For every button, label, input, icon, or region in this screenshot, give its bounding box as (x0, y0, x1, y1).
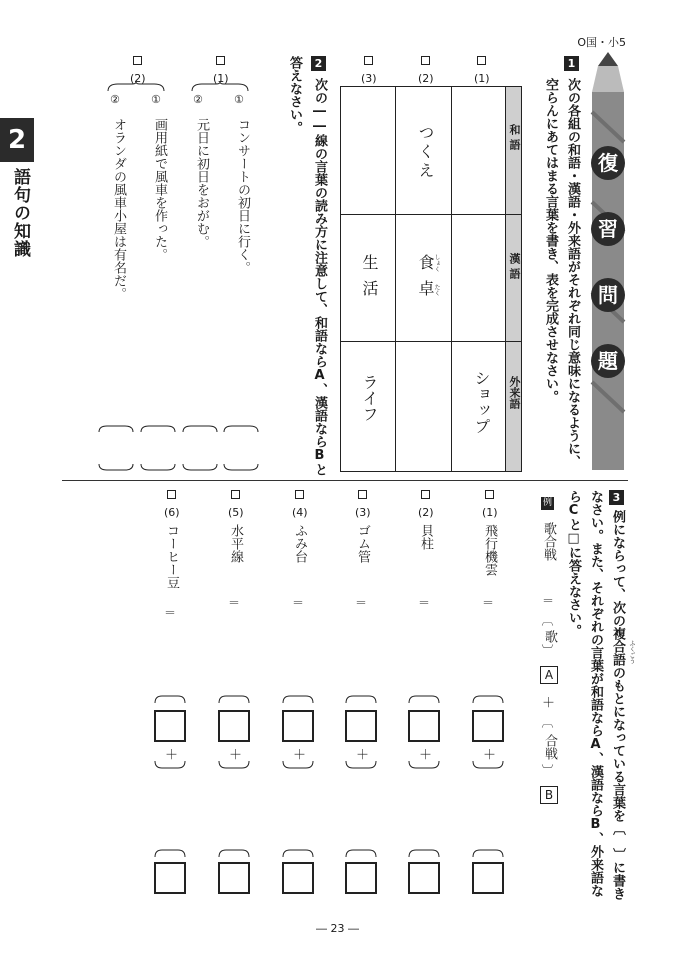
answer-paren[interactable] (471, 694, 505, 704)
q3-item1-plus: ＋ (483, 748, 497, 763)
q1-row2-label (418, 56, 434, 86)
q3-ruby-fukugougo: ふくごう (628, 640, 635, 664)
example-eq: ＝ (542, 594, 555, 608)
checkbox-icon[interactable] (295, 490, 304, 499)
row-number: (1) (474, 72, 490, 85)
q3-item4-label (292, 490, 308, 520)
brace-icon (190, 82, 250, 92)
q1-instruction-line2: 空らんにあてはまる言葉を書き、表を完成させなさい。 (543, 78, 558, 403)
example-part1: 歌 (542, 630, 557, 643)
answer-paren[interactable] (344, 760, 378, 770)
bracket-close-icon: 〕 (540, 644, 554, 656)
answer-paren[interactable] (153, 848, 187, 858)
answer-box[interactable] (408, 710, 440, 742)
answer-paren[interactable] (217, 694, 251, 704)
answer-box[interactable] (218, 710, 250, 742)
pencil-banner-graphic (588, 52, 628, 470)
q3-item6-plus: ＋ (165, 748, 179, 763)
example-type2-box: B (540, 786, 558, 804)
section-divider (62, 480, 628, 481)
q3-item6-label (164, 490, 180, 520)
answer-paren[interactable] (407, 760, 441, 770)
answer-paren[interactable] (344, 694, 378, 704)
answer-paren[interactable] (153, 760, 187, 770)
row-number: (3) (361, 72, 377, 85)
q3-item5-plus: ＋ (229, 748, 243, 763)
item-number: (1) (213, 72, 229, 85)
q1-instruction-line1: 次の各組の和語・漢語・外来語がそれぞれ同じ意味になるように、 (565, 78, 580, 468)
chapter-number: 2 (0, 118, 34, 162)
answer-paren[interactable] (281, 694, 315, 704)
q2-item1-sub1-text: コンサートの初日に行く。 (235, 118, 250, 274)
q3-item3-plus: ＋ (356, 748, 370, 763)
q3-item6-word: コーヒー豆 (164, 524, 179, 589)
header-gairaigo: 外来語 (508, 376, 521, 409)
brace-icon (106, 82, 166, 92)
header-wago: 和語 (508, 124, 521, 154)
q3-item2-eq: ＝ (418, 596, 431, 610)
banner-char-4: 題 (591, 344, 625, 378)
answer-box[interactable] (154, 862, 186, 894)
bracket-close-icon: 〕 (540, 764, 554, 776)
q3-item3-eq: ＝ (355, 596, 368, 610)
q1-row2-wago: つくえ (416, 124, 435, 181)
page-number: ― 23 ― (316, 922, 359, 935)
checkbox-icon[interactable] (364, 56, 373, 65)
q2-item2-sub1-text: 画用紙で風車を作った。 (152, 118, 167, 261)
checkbox-icon[interactable] (167, 490, 176, 499)
q3-instruction-line1: 例にならって、次の複合語のもとになっている言葉を〔 〕に書き (610, 510, 625, 900)
answer-paren[interactable] (217, 760, 251, 770)
answer-paren[interactable] (471, 760, 505, 770)
checkbox-icon[interactable] (485, 490, 494, 499)
checkbox-icon[interactable] (421, 490, 430, 499)
checkbox-icon[interactable] (421, 56, 430, 65)
answer-box[interactable] (472, 862, 504, 894)
item-number: (3) (355, 506, 371, 519)
example-tag: 例 (542, 498, 552, 508)
header-kango: 漢語 (508, 253, 521, 283)
checkbox-icon[interactable] (358, 490, 367, 499)
answer-paren[interactable] (281, 848, 315, 858)
q1-row2-kango: 食卓 (416, 254, 435, 306)
item-number: (4) (292, 506, 308, 519)
example-part2: 合戦 (542, 734, 557, 760)
q1-row2-kango-ruby2: たく (433, 284, 440, 296)
q1-row3-label (361, 56, 377, 86)
answer-box[interactable] (218, 862, 250, 894)
q1-row1-gairaigo: ショップ (472, 370, 491, 434)
q3-item2-label (418, 490, 434, 520)
q3-item4-word: ふみ台 (292, 524, 307, 563)
item-number: (5) (228, 506, 244, 519)
item-number: (1) (482, 506, 498, 519)
q2-item2-sub2-label: ② (110, 93, 120, 106)
q3-number-badge: 3 (609, 490, 624, 505)
q3-item3-label (355, 490, 371, 520)
answer-paren[interactable] (153, 694, 187, 704)
q1-number-badge: 1 (564, 56, 579, 71)
checkbox-icon[interactable] (133, 56, 142, 65)
answer-paren[interactable] (217, 848, 251, 858)
answer-paren[interactable] (281, 760, 315, 770)
q1-row3-gairaigo: ライフ (360, 374, 379, 422)
q3-item6-eq: ＝ (164, 606, 177, 620)
q1-row1-label (474, 56, 490, 86)
q3-item5-word: 水平線 (228, 524, 243, 563)
item-number: (2) (130, 72, 146, 85)
checkbox-icon[interactable] (216, 56, 225, 65)
q3-instruction-line3: らCと□に答えなさい。 (566, 490, 581, 637)
q2-instruction-line1: 次の――線の言葉の読み方に注意して、和語ならA、漢語ならBと (312, 78, 327, 476)
q3-item5-eq: ＝ (228, 596, 241, 610)
answer-paren[interactable] (139, 424, 177, 472)
answer-box[interactable] (408, 862, 440, 894)
answer-paren[interactable] (222, 424, 260, 472)
answer-paren[interactable] (407, 848, 441, 858)
q3-item4-plus: ＋ (293, 748, 307, 763)
q2-instruction-line2: 答えなさい。 (287, 56, 302, 134)
q2-item2-sub2-text: オランダの風車小屋は有名だ。 (111, 118, 126, 300)
q3-item1-eq: ＝ (482, 596, 495, 610)
q3-item2-plus: ＋ (419, 748, 433, 763)
example-word: 歌合戦 (541, 522, 556, 561)
q3-item3-word: ゴム管 (355, 524, 370, 563)
answer-paren[interactable] (97, 424, 135, 472)
item-number: (6) (164, 506, 180, 519)
q3-item4-eq: ＝ (292, 596, 305, 610)
answer-paren[interactable] (471, 848, 505, 858)
q2-item1-sub1-label: ① (234, 93, 244, 106)
answer-box[interactable] (345, 862, 377, 894)
q3-item1-label (482, 490, 498, 520)
answer-box[interactable] (472, 710, 504, 742)
q2-item1-sub2-label: ② (193, 93, 203, 106)
q1-row3-kango: 生活 (360, 254, 379, 306)
banner-char-3: 問 (591, 278, 625, 312)
q3-item1-word: 飛行機雲 (482, 524, 497, 576)
checkbox-icon[interactable] (477, 56, 486, 65)
q2-item2-sub1-label: ① (151, 93, 161, 106)
answer-paren[interactable] (181, 424, 219, 472)
answer-box[interactable] (345, 710, 377, 742)
answer-box[interactable] (154, 710, 186, 742)
q2-item1-sub2-text: 元日に初日をおがむ。 (194, 118, 209, 248)
banner-char-1: 復 (591, 146, 625, 180)
q2-number-badge: 2 (311, 56, 326, 71)
bracket-open-icon: 〔 (540, 614, 554, 626)
q3-instruction-line2: なさい。また、それぞれの言葉が和語ならA、漢語ならB、外来語な (588, 490, 603, 897)
example-type1-box: A (540, 666, 558, 684)
grade-label: O国・小5 (577, 36, 626, 49)
answer-box[interactable] (282, 862, 314, 894)
q3-item2-word: 貝柱 (418, 524, 433, 550)
bracket-open-icon: 〔 (540, 716, 554, 728)
chapter-title: 語句の知識 (10, 168, 30, 258)
row-number: (2) (418, 72, 434, 85)
example-plus: ＋ (542, 696, 556, 711)
q1-row2-kango-ruby1: しょく (433, 254, 440, 272)
banner-char-2: 習 (591, 212, 625, 246)
answer-paren[interactable] (344, 848, 378, 858)
checkbox-icon[interactable] (231, 490, 240, 499)
answer-paren[interactable] (407, 694, 441, 704)
item-number: (2) (418, 506, 434, 519)
answer-box[interactable] (282, 710, 314, 742)
q3-item5-label (228, 490, 244, 520)
